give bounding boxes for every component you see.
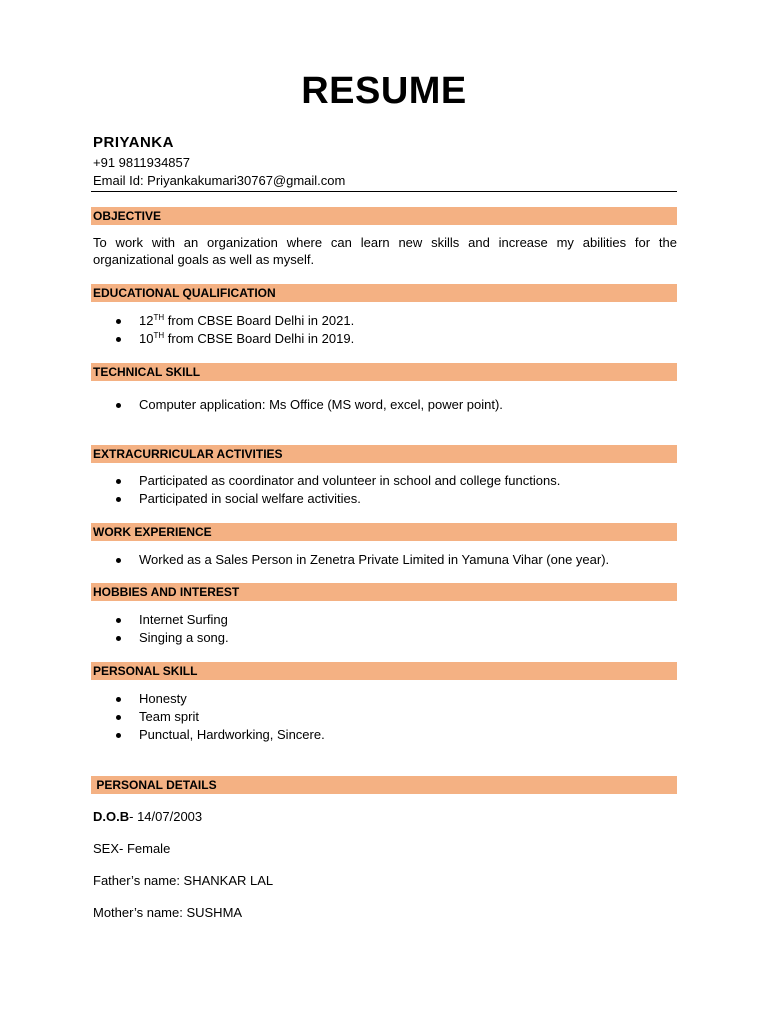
page-title: RESUME (301, 70, 467, 112)
bullet-icon (116, 715, 121, 720)
list-item: Internet Surfing (93, 611, 229, 629)
extracurricular-list (93, 472, 560, 508)
objective-text: To work with an organization where can learn new skills and increase my abilities for the organizational goals as well as myself. (93, 235, 677, 267)
list-item: Team sprit (93, 708, 325, 726)
bullet-icon (116, 636, 121, 641)
list-item: Singing a song. (93, 629, 229, 647)
hobbies-heading: HOBBIES AND INTEREST (91, 583, 677, 601)
technical-skill-list (93, 396, 503, 414)
mother-name-line: Mother’s name: SUSHMA (93, 905, 243, 920)
dob-value: - 14/07/2003 (129, 809, 203, 824)
personal-details-heading: PERSONAL DETAILS (91, 776, 677, 794)
list-item: Punctual, Hardworking, Sincere. (93, 726, 325, 744)
technical-skill-heading: TECHNICAL SKILL (91, 363, 677, 381)
bullet-icon (116, 697, 121, 702)
bullet-icon (116, 319, 121, 324)
bullet-icon (116, 733, 121, 738)
bullet-icon (116, 403, 121, 408)
extracurricular-heading: EXTRACURRICULAR ACTIVITIES (91, 445, 677, 463)
objective-heading: OBJECTIVE (91, 207, 677, 225)
bullet-icon (116, 337, 121, 342)
personal-skill-list (93, 690, 325, 744)
sex-line: SEX- Female (93, 841, 171, 856)
bullet-icon (116, 558, 121, 563)
email-address: Email Id: Priyankakumari30767@gmail.com (93, 173, 346, 188)
dob-line (93, 809, 202, 824)
candidate-name: PRIYANKA (93, 134, 174, 151)
dob-label: D.O.B (93, 809, 130, 824)
education-heading: EDUCATIONAL QUALIFICATION (91, 284, 677, 302)
bullet-icon (116, 618, 121, 623)
work-experience-heading: WORK EXPERIENCE (91, 523, 677, 541)
bullet-icon (116, 479, 121, 484)
personal-skill-heading: PERSONAL SKILL (91, 662, 677, 680)
bullet-icon (116, 497, 121, 502)
list-item: Participated in social welfare activities. (93, 490, 560, 508)
education-list (93, 312, 354, 348)
list-item: Participated as coordinator and volunteer in school and college functions. (93, 472, 560, 490)
father-name-line: Father’s name: SHANKAR LAL (93, 873, 274, 888)
list-item: Computer application: Ms Office (MS word, excel, power point). (93, 396, 503, 414)
work-experience-list (93, 551, 609, 569)
list-item: 12TH from CBSE Board Delhi in 2021. (93, 312, 354, 330)
list-item: 10TH from CBSE Board Delhi in 2019. (93, 330, 354, 348)
phone-number: +91 9811934857 (93, 155, 190, 170)
hobbies-list (93, 611, 229, 647)
list-item: Honesty (93, 690, 325, 708)
header-divider (91, 191, 677, 192)
list-item: Worked as a Sales Person in Zenetra Private Limited in Yamuna Vihar (one year). (93, 551, 609, 569)
